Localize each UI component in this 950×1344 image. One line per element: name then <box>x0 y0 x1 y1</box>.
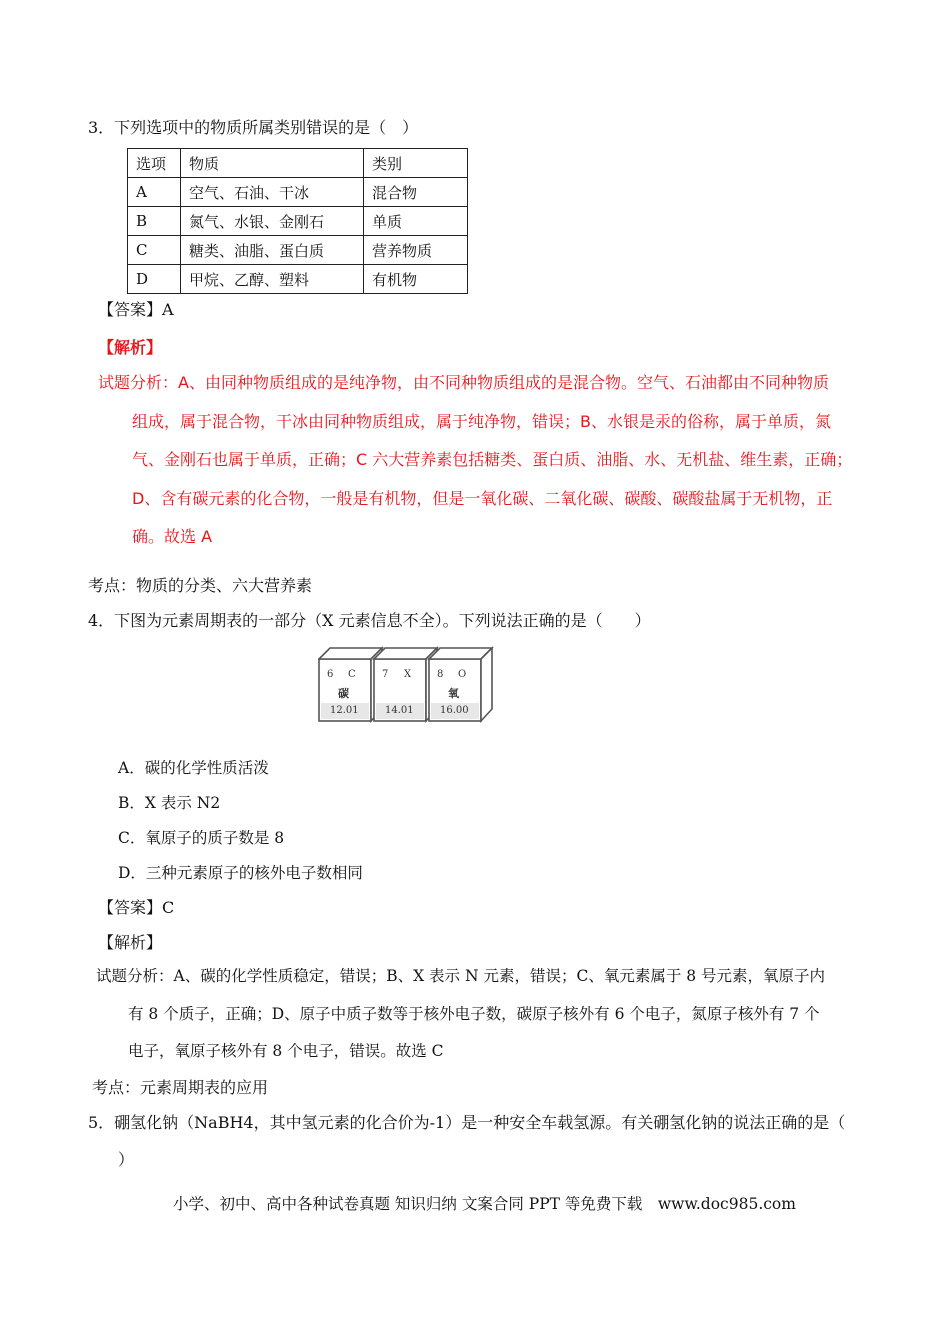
table-cell: C <box>128 236 181 265</box>
q3-analysis <box>98 364 878 557</box>
element-name: 氧 <box>448 687 459 700</box>
table-row <box>128 207 468 236</box>
table-cell: 甲烷、乙醇、塑料 <box>181 265 364 294</box>
element-mass: 16.00 <box>440 705 469 716</box>
table-cell: D <box>128 265 181 294</box>
table-cell: 混合物 <box>364 178 468 207</box>
table-cell: 空气、石油、干冰 <box>181 178 364 207</box>
table-header-cell: 物质 <box>181 149 364 178</box>
element-number: 6 <box>327 669 334 680</box>
analysis-line: 组成，属于混合物，干冰由同种物质组成，属于纯净物，错误；B、水银是汞的俗称，属于单质，氮 <box>132 411 831 431</box>
analysis-line: 电子，氧原子核外有 8 个电子，错误。故选 C <box>128 1042 444 1060</box>
table-header-cell: 选项 <box>128 149 181 178</box>
analysis-line: 试题分析：A、碳的化学性质稳定，错误；B、X 表示 N 元素，错误；C、氧元素属于 8 号元素，氧原子内 <box>96 967 826 985</box>
q3-stem: 3．下列选项中的物质所属类别错误的是（ ） <box>88 118 419 137</box>
element-name: 碳 <box>338 687 349 700</box>
q4-choice-b: B．X 表示 N2 <box>118 794 221 812</box>
q3-answer: 【答案】A <box>98 300 174 319</box>
table-cell: 氮气、水银、金刚石 <box>181 207 364 236</box>
table-row <box>128 236 468 265</box>
element-mass: 12.01 <box>330 705 359 716</box>
table-cell: 单质 <box>364 207 468 236</box>
element-symbol: C <box>348 669 356 680</box>
q3-options-table <box>127 148 468 294</box>
element-mass: 14.01 <box>385 705 414 716</box>
table-header-cell: 类别 <box>364 149 468 178</box>
periodic-table-figure <box>318 645 498 725</box>
table-cell: 糖类、油脂、蛋白质 <box>181 236 364 265</box>
page-footer: 小学、初中、高中各种试卷真题 知识归纳 文案合同 PPT 等免费下载 www.doc985.com <box>173 1195 796 1213</box>
q3-kaodian: 考点：物质的分类、六大营养素 <box>88 576 313 595</box>
q4-choice-a: A．碳的化学性质活泼 <box>118 759 269 777</box>
table-row <box>128 265 468 294</box>
table-cell: 有机物 <box>364 265 468 294</box>
q3-analysis-title: 【解析】 <box>98 338 163 357</box>
table-cell: A <box>128 178 181 207</box>
analysis-line: 气、金刚石也属于单质，正确；C 六大营养素包括糖类、蛋白质、油脂、水、无机盐、维生素，正确； <box>132 450 853 469</box>
q4-analysis <box>96 958 866 1071</box>
table-cell: B <box>128 207 181 236</box>
q5-stem-line1: 5．硼氢化钠（NaBH4，其中氢元素的化合价为-1）是一种安全车载氢源。有关硼氢化钠的说法正确的是（ <box>88 1113 846 1132</box>
element-symbol: X <box>404 669 412 680</box>
analysis-line: 试题分析：A、由同种物质组成的是纯净物，由不同种物质组成的是混合物。空气、石油都由不同种物质 <box>98 373 829 392</box>
element-number: 8 <box>437 669 444 680</box>
q4-choice-c: C．氧原子的质子数是 8 <box>118 829 285 847</box>
table-row <box>128 178 468 207</box>
table-header-row <box>128 149 468 178</box>
q4-answer: 【答案】C <box>98 898 175 917</box>
q4-analysis-title: 【解析】 <box>98 933 163 952</box>
q5-stem-line2: ） <box>118 1150 135 1169</box>
q4-kaodian: 考点：元素周期表的应用 <box>92 1078 269 1097</box>
analysis-line: D、含有碳元素的化合物，一般是有机物，但是一氧化碳、二氧化碳、碳酸、碳酸盐属于无机物，正 <box>132 488 833 508</box>
analysis-line: 确。故选 A <box>132 527 213 546</box>
element-symbol: O <box>458 669 467 680</box>
q4-choice-d: D．三种元素原子的核外电子数相同 <box>118 864 363 882</box>
q4-stem: 4．下图为元素周期表的一部分（X 元素信息不全）。下列说法正确的是（ ） <box>88 611 651 630</box>
element-number: 7 <box>382 669 389 680</box>
table-cell: 营养物质 <box>364 236 468 265</box>
analysis-line: 有 8 个质子，正确；D、原子中质子数等于核外电子数，碳原子核外有 6 个电子，氮原子核外有 7 个 <box>128 1004 820 1023</box>
